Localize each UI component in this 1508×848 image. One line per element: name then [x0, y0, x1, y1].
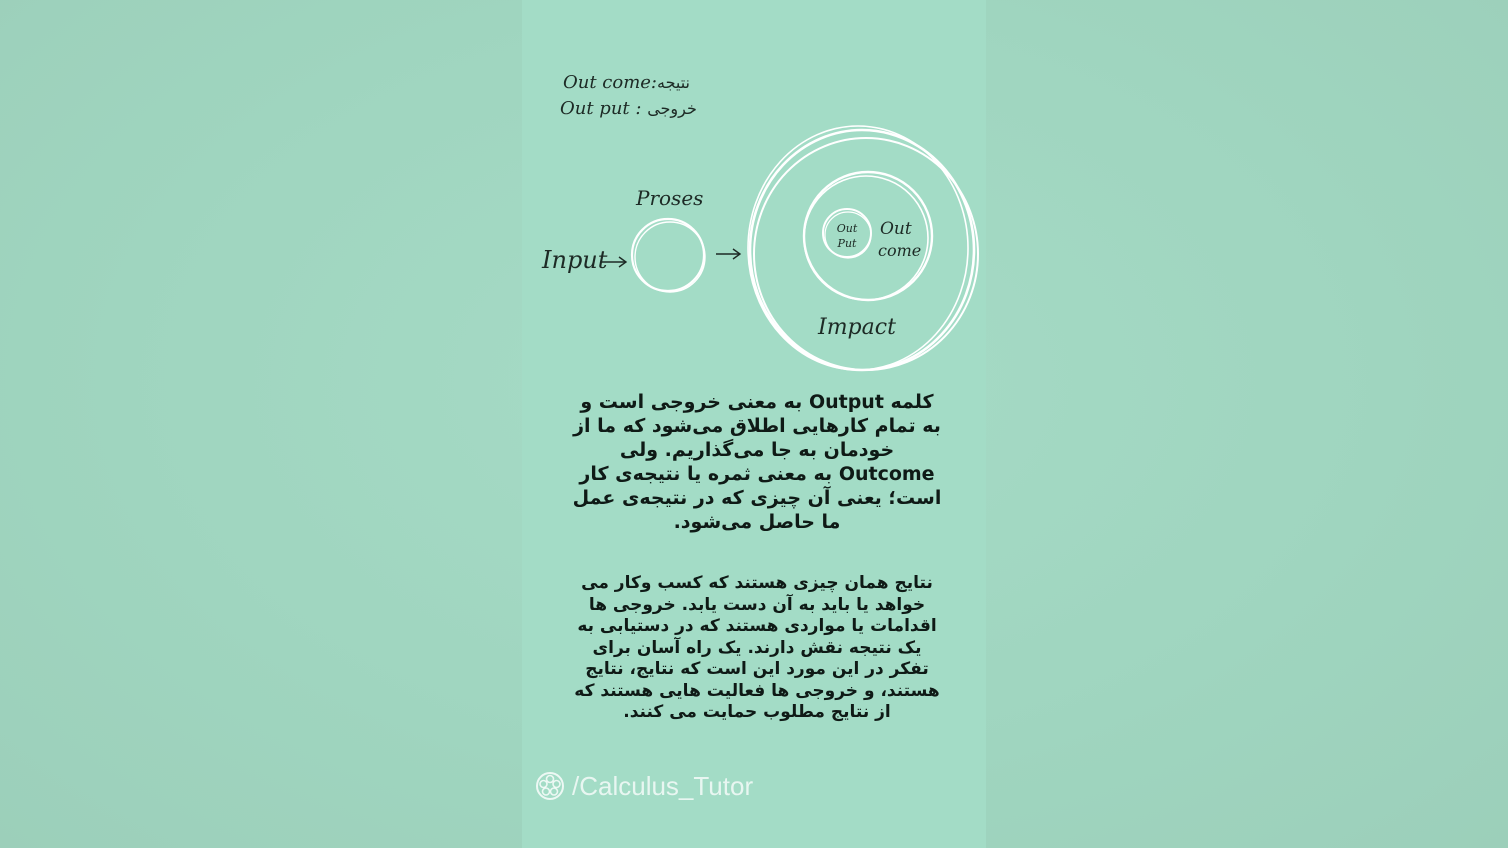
- process-label: Proses: [636, 186, 704, 210]
- watermark-text: /Calculus_Tutor: [572, 770, 754, 801]
- legend-output: [560, 96, 697, 122]
- output-label-line2: Put: [837, 237, 857, 250]
- outcome-diagram: [522, 120, 986, 380]
- impact-label: Impact: [818, 315, 896, 340]
- legend-output-en: Out put :: [560, 98, 642, 119]
- paragraph-output-outcome: کلمه Output به معنی خروجی است و به تمام کارهایی اطلاق می‌شود که ما از خودمان به جا می‌گذاریم. ولی Outcome به معنی ثمره یا نتیجه‌ی کار است؛ یعنی آن چیزی که در نتیجه‌ی عمل ما حاصل می‌شود.: [572, 391, 942, 533]
- film-reel-icon: [534, 770, 566, 802]
- legend-outcome-fa: نتیجه: [656, 73, 690, 92]
- input-label: Input: [542, 246, 608, 274]
- legend: [560, 70, 697, 122]
- outcome-label-line2: come: [878, 241, 922, 260]
- content-panel: [522, 0, 986, 848]
- paragraph-results: نتایج همان چیزی هستند که کسب وکار می خواهد یا باید به آن دست یابد. خروجی ها اقدامات یا مواردی هستند که در دستیابی به یک نتیجه نقش دارند. یک راه آسان برای تفکر در این مورد این است که نتایج، نتایج هستند، و خروجی ها فعالیت هایی هستند که از نتایج مطلوب حمایت می کنند.: [574, 573, 940, 722]
- process-circle: [632, 219, 705, 292]
- process-arrow: [716, 249, 740, 259]
- outcome-label-line1: Out: [880, 219, 912, 239]
- output-label-line1: Out: [836, 222, 858, 235]
- legend-outcome-en: Out come:: [562, 72, 657, 93]
- watermark: [534, 766, 753, 806]
- legend-outcome: [560, 70, 690, 96]
- legend-output-fa: خروجی: [647, 99, 697, 118]
